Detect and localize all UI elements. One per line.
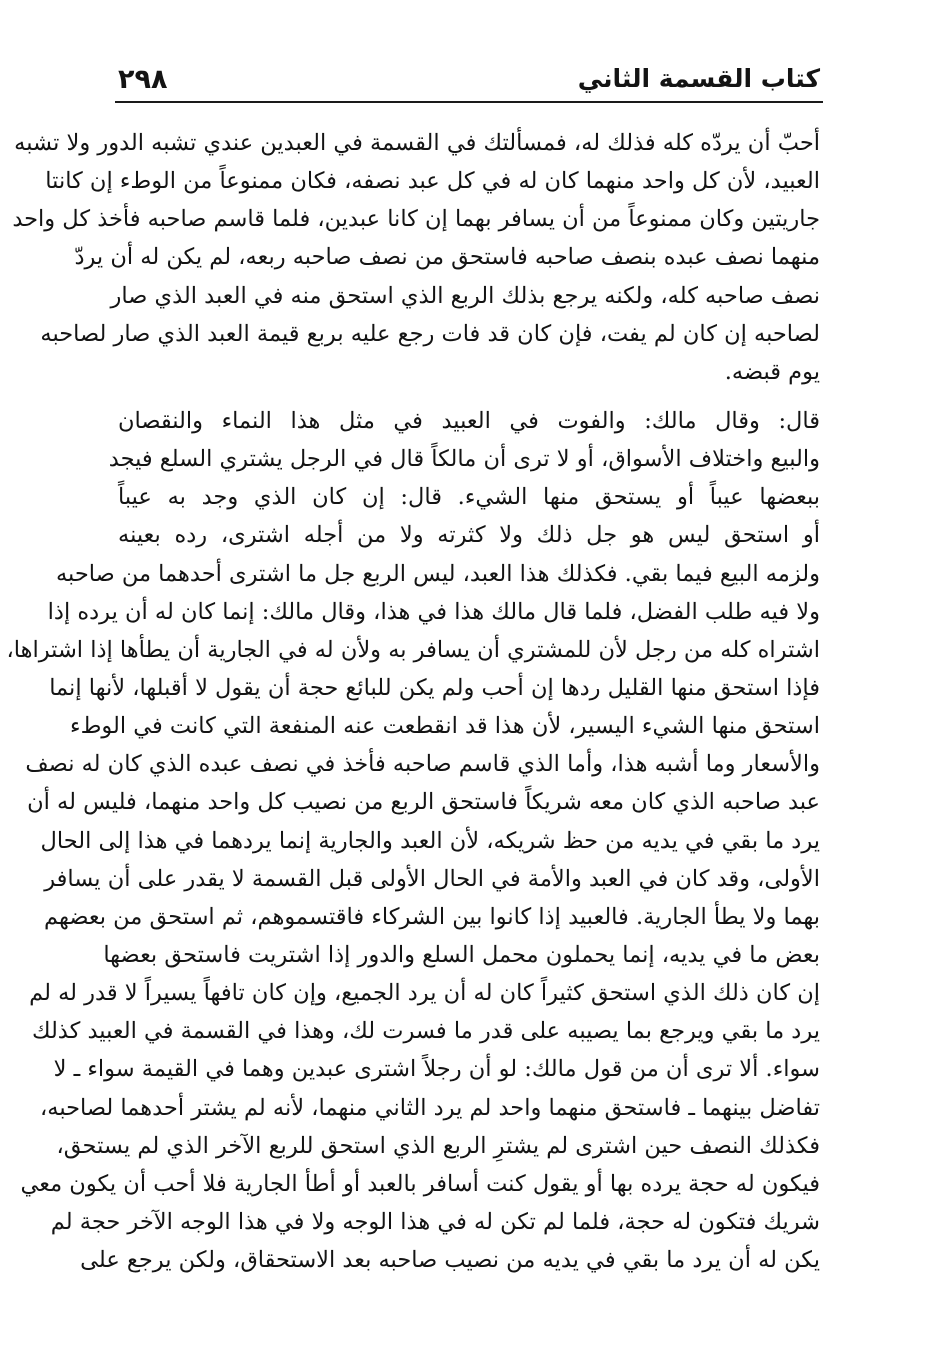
text-line: أو استحق ليس هو جل ذلك ولا كثرته ولا من أجله اشترى، رده بعينه [118, 522, 820, 549]
text-line: فكذلك النصف حين اشترى لم يشترِ الربع الذي استحق للربع الآخر الذي لم يستحق، [56, 1132, 820, 1159]
text-line: نصف صاحبه كله، ولكنه يرجع بذلك الربع الذي استحق منه في العبد الذي صار [110, 282, 820, 309]
text-line: قال: وقال مالك: والفوت في العبيد في مثل هذا النماء والنقصان [118, 407, 820, 434]
text-line: منهما نصف عبده بنصف صاحبه فاستحق من نصف صاحبه ربعه، لم يكن له أن يردّ [74, 244, 820, 271]
text-line: جاريتين وكان ممنوعاً من أن يسافر بهما إن كانا عبدين، فلما قاسم صاحبه فأخذ كل واحد [12, 206, 820, 233]
text-line: فيكون له حجة يرده بها أو يقول كنت أسافر بالعبد أو أطأ الجارية فلا أحب أن يكون معي [20, 1170, 820, 1197]
paragraph-gap [118, 391, 820, 402]
text-line: العبيد، لأن كل واحد منهما كان له في كل عبد نصفه، فكان ممنوعاً من الوطء إن كانتا [45, 168, 820, 195]
text-line: استحق منها الشيء اليسير، لأن هذا قد انقطعت عنه المنفعة التي كانت في الوطء [69, 713, 820, 740]
page-header [118, 60, 820, 100]
header-rule [115, 101, 823, 103]
text-line: عبد صاحبه الذي كان معه شريكاً فاستحق الربع من نصيب كل واحد منهما، فليس له أن [27, 789, 820, 816]
text-line: تفاضل بينهما ـ فاستحق منهما واحد لم يرد الثاني منهما، لأنه لم يشتر أحدهما لصاحبه، [40, 1094, 820, 1121]
paragraph [6, 402, 820, 1279]
body-text [6, 124, 820, 1279]
text-line: يوم قبضه. [724, 358, 820, 385]
text-line: ولا فيه طلب الفضل، فلما قال مالك هذا في هذا، وقال مالك: إنما كان له أن يرده إذا [47, 598, 820, 625]
text-line: شريك فتكون له حجة، فلما لم تكن له في هذا الوجه ولا في هذا الوجه الآخر حجة لم [50, 1208, 820, 1235]
text-line: أحبّ أن يردّه كله فذلك له، فمسألتك في القسمة في العبدين عندي تشبه الدور ولا تشبه [14, 130, 820, 156]
text-line: يرد ما بقي ويرجع بما يصيبه على قدر ما فسرت لك، وهذا في القسمة في العبيد كذلك [31, 1018, 820, 1045]
text-line: يرد ما بقي في يديه من حظ شريكه، لأن العبد والجارية إنما يردهما في هذا إلى الحال [40, 827, 820, 854]
text-line: الأولى، وقد كان في العبد والأمة في الحال الأولى قبل القسمة لا يقدر على أن يسافر [44, 865, 820, 892]
page-number: ٢٩٨ [118, 64, 168, 95]
text-line: والبيع واختلاف الأسواق، أو لا ترى أن مالكاً قال في الرجل يشتري السلع فيجد [108, 446, 820, 473]
text-line: والأسعار وما أشبه هذا، وأما الذي قاسم صاحبه فأخذ في نصف عبده الذي كان له نصف [25, 751, 820, 778]
text-line: يكن له أن يرد ما بقي في يديه من نصيب صاحبه بعد الاستحقاق، ولكن يرجع على [80, 1247, 820, 1274]
text-line: بعض ما في يديه، إنما يحملون محمل السلع والدور إذا اشتريت فاستحق بعضها [103, 941, 820, 968]
text-line: لصاحبه إن كان لم يفت، فإن كان قد فات رجع عليه بربع قيمة العبد الذي صار لصاحبه [40, 320, 820, 347]
text-line: فإذا استحق منها القليل ردها إن أحب ولم يكن للبائع حجة أن يقول لا أقبلها، لأنها إنما [49, 674, 820, 701]
text-line: سواء. ألا ترى أن من قول مالك: لو أن رجلاً اشترى عبدين وهما في القيمة سواء ـ لا [53, 1056, 820, 1083]
paragraph [12, 124, 820, 391]
text-line: ببعضها عيباً أو يستحق منها الشيء. قال: إن كان الذي وجد به عيباً [118, 484, 820, 511]
text-line: إن كان ذلك الذي استحق كثيراً كان له أن يرد الجميع، وإن كان تافهاً يسيراً لا قدر له لم [29, 980, 820, 1007]
text-line: ولزمه البيع فيما بقي. فكذلك هذا العبد، ليس الربع جل ما اشترى أحدهما من صاحبه [55, 560, 820, 587]
text-line: اشتراه كله من رجل لأن للمشتري أن يسافر به ولأن له في الجارية أن يطأها إذا اشتراها، [6, 636, 820, 663]
text-line: بهما ولا يطأ الجارية. فالعبيد إذا كانوا بين الشركاء فاقتسموهم، ثم استحق من بعضهم [44, 903, 820, 930]
running-head-title: كتاب القسمة الثاني [577, 64, 820, 93]
